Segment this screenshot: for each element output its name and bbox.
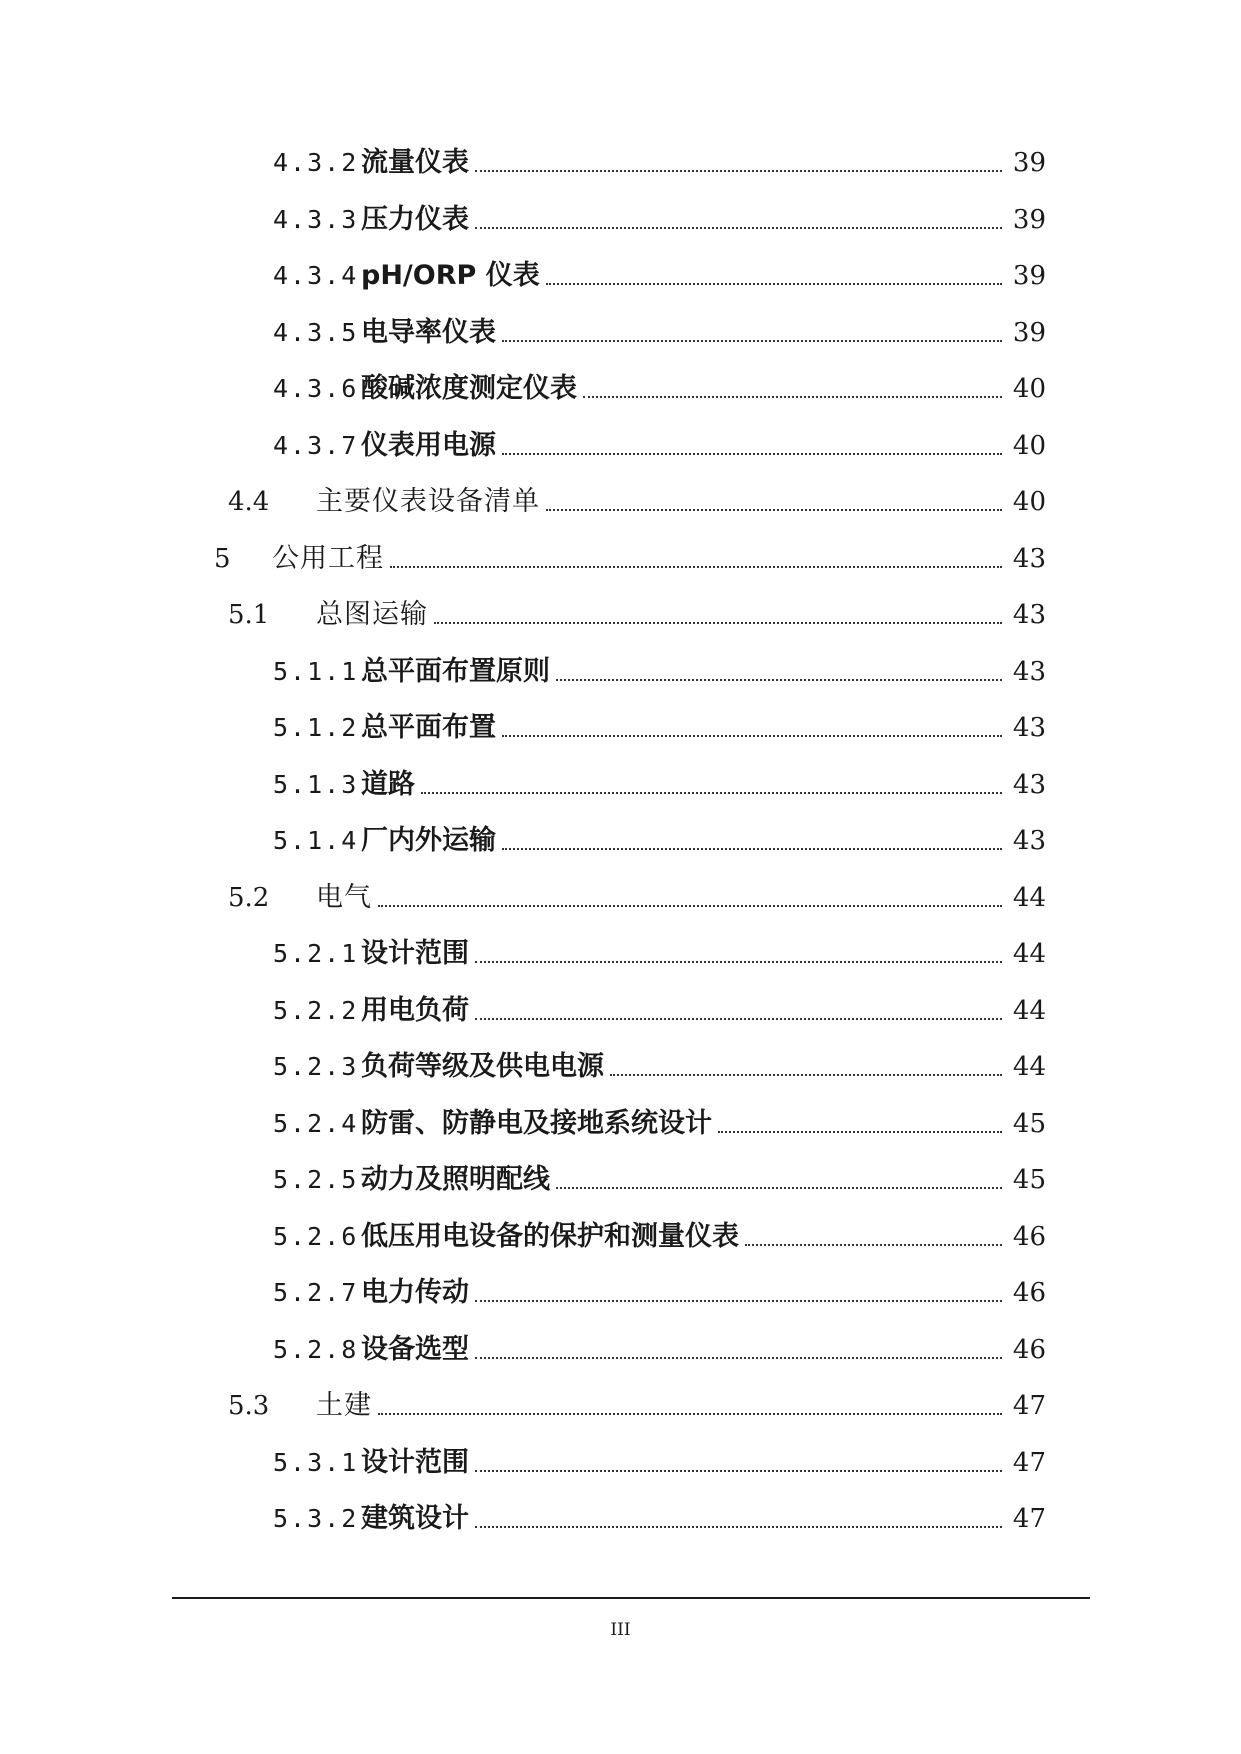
toc-dot-leader [546,283,1002,285]
toc-entry[interactable] [228,1384,1046,1424]
toc-dot-leader [475,1018,1002,1020]
toc-entry[interactable] [273,311,1046,351]
toc-entry-page: 43 [1012,600,1046,630]
toc-entry-number: 5.1.2 [273,713,359,742]
toc-entry[interactable] [273,254,1046,294]
toc-dot-leader [610,1074,1002,1076]
toc-entry-title: 电导率仪表 [361,317,496,348]
toc-entry-number: 4.3.5 [273,318,359,347]
toc-entry-number: 5.1.1 [273,657,359,686]
toc-entry-page: 43 [1012,713,1046,743]
toc-entry-title: pH/ORP 仪表 [361,260,540,291]
toc-entry-page: 44 [1012,939,1046,969]
toc-entry-title: 总平面布置 [361,712,496,743]
toc-entry[interactable] [273,1102,1046,1142]
toc-entry[interactable] [273,650,1046,690]
toc-entry-title: 电气 [316,882,372,913]
toc-entry-page: 40 [1012,374,1046,404]
toc-dot-leader [390,566,1002,568]
toc-entry-number: 4.3.6 [273,374,359,403]
toc-entry-number: 5.1 [228,600,270,630]
toc-entry[interactable] [228,876,1046,916]
toc-entry-page: 44 [1012,996,1046,1026]
toc-entry-number: 5.2.6 [273,1222,359,1251]
toc-entry-number: 5.2.3 [273,1052,359,1081]
toc-entry[interactable] [273,989,1046,1029]
toc-entry-title: 总图运输 [316,599,428,630]
toc-entry-page: 39 [1012,261,1046,291]
toc-dot-leader [502,340,1002,342]
toc-entry-number: 5.2 [228,883,270,913]
toc-entry-number: 5.2.2 [273,996,359,1025]
toc-entry-number: 5.1.3 [273,770,359,799]
toc-entry-number: 5.2.1 [273,939,359,968]
toc-entry-title: 主要仪表设备清单 [316,486,540,517]
toc-entry[interactable] [273,819,1046,859]
toc-entry[interactable] [273,367,1046,407]
toc-entry-title: 设备选型 [361,1334,469,1365]
toc-entry-page: 47 [1012,1391,1046,1421]
toc-entry-title: 用电负荷 [361,995,469,1026]
toc-entry-title: 道路 [361,769,415,800]
toc-entry-title: 压力仪表 [361,204,469,235]
toc-entry[interactable] [273,1158,1046,1198]
toc-dot-leader [556,1187,1002,1189]
toc-entry-page: 43 [1012,657,1046,687]
toc-dot-leader [434,622,1002,624]
toc-dot-leader [475,1470,1002,1472]
toc-entry-page: 44 [1012,883,1046,913]
toc-entry-page: 45 [1012,1165,1046,1195]
toc-dot-leader [718,1131,1002,1133]
toc-entry-page: 44 [1012,1052,1046,1082]
toc-entry-number: 5 [214,544,231,574]
toc-dot-leader [745,1244,1002,1246]
toc-dot-leader [502,453,1002,455]
toc-entry[interactable] [273,932,1046,972]
toc-dot-leader [556,679,1002,681]
toc-entry-title: 低压用电设备的保护和测量仪表 [361,1221,739,1252]
footer-divider [172,1597,1090,1599]
toc-dot-leader [378,905,1002,907]
toc-entry-number: 5.3.2 [273,1504,359,1533]
toc-entry-title: 建筑设计 [361,1503,469,1534]
toc-dot-leader [475,1357,1002,1359]
toc-entry-number: 4.3.4 [273,261,359,290]
toc-dot-leader [421,792,1002,794]
toc-dot-leader [378,1413,1002,1415]
toc-entry-title: 电力传动 [361,1277,469,1308]
toc-entry-title: 流量仪表 [361,147,469,178]
toc-entry-page: 46 [1012,1222,1046,1252]
toc-entry-number: 5.2.8 [273,1335,359,1364]
toc-dot-leader [502,735,1002,737]
toc-entry-title: 土建 [316,1390,372,1421]
toc-entry[interactable] [273,1328,1046,1368]
toc-dot-leader [583,396,1002,398]
toc-entry-number: 5.3 [228,1391,270,1421]
toc-entry-number: 4.3.3 [273,205,359,234]
toc-dot-leader [546,509,1002,511]
toc-dot-leader [475,1300,1002,1302]
toc-entry-number: 5.3.1 [273,1448,359,1477]
toc-entry-title: 总平面布置原则 [361,656,550,687]
toc-entry-page: 43 [1012,770,1046,800]
toc-entry-title: 酸碱浓度测定仪表 [361,373,577,404]
toc-entry-page: 46 [1012,1278,1046,1308]
toc-entry[interactable] [273,1045,1046,1085]
toc-entry-number: 4.3.7 [273,431,359,460]
toc-entry[interactable] [273,424,1046,464]
toc-entry-number: 5.1.4 [273,826,359,855]
toc-entry[interactable] [273,763,1046,803]
toc-entry-number: 4.3.2 [273,148,359,177]
toc-entry-page: 47 [1012,1448,1046,1478]
toc-entry-page: 46 [1012,1335,1046,1365]
toc-entry-title: 公用工程 [272,543,384,574]
toc-entry[interactable] [273,706,1046,746]
toc-entry-title: 防雷、防静电及接地系统设计 [361,1108,712,1139]
toc-entry-page: 43 [1012,544,1046,574]
toc-entry-title: 设计范围 [361,938,469,969]
page-number: III [610,1620,631,1640]
toc-entry[interactable] [214,537,1046,577]
toc-dot-leader [475,1526,1002,1528]
toc-entry-page: 40 [1012,487,1046,517]
toc-entry-number: 5.2.4 [273,1109,359,1138]
toc-entry[interactable] [273,1441,1046,1481]
toc-entry-page: 39 [1012,318,1046,348]
toc-entry-page: 39 [1012,205,1046,235]
toc-entry-number: 5.2.7 [273,1278,359,1307]
toc-entry[interactable] [273,1497,1046,1537]
toc-entry-page: 47 [1012,1504,1046,1534]
toc-entry[interactable] [228,593,1046,633]
toc-entry-page: 40 [1012,431,1046,461]
toc-entry[interactable] [273,141,1046,181]
toc-entry[interactable] [273,1271,1046,1311]
toc-entry-number: 5.2.5 [273,1165,359,1194]
toc-entry[interactable] [273,198,1046,238]
toc-entry-page: 45 [1012,1109,1046,1139]
toc-entry-page: 39 [1012,148,1046,178]
toc-entry-page: 43 [1012,826,1046,856]
toc-entry-title: 动力及照明配线 [361,1164,550,1195]
toc-dot-leader [475,170,1002,172]
toc-entry-title: 厂内外运输 [361,825,496,856]
toc-entry[interactable] [273,1215,1046,1255]
toc-entry-title: 仪表用电源 [361,430,496,461]
toc-dot-leader [475,961,1002,963]
toc-dot-leader [502,848,1002,850]
toc-entry[interactable] [228,480,1046,520]
toc-entry-number: 4.4 [228,487,270,517]
toc-entry-title: 设计范围 [361,1447,469,1478]
toc-entry-title: 负荷等级及供电电源 [361,1051,604,1082]
toc-dot-leader [475,227,1002,229]
